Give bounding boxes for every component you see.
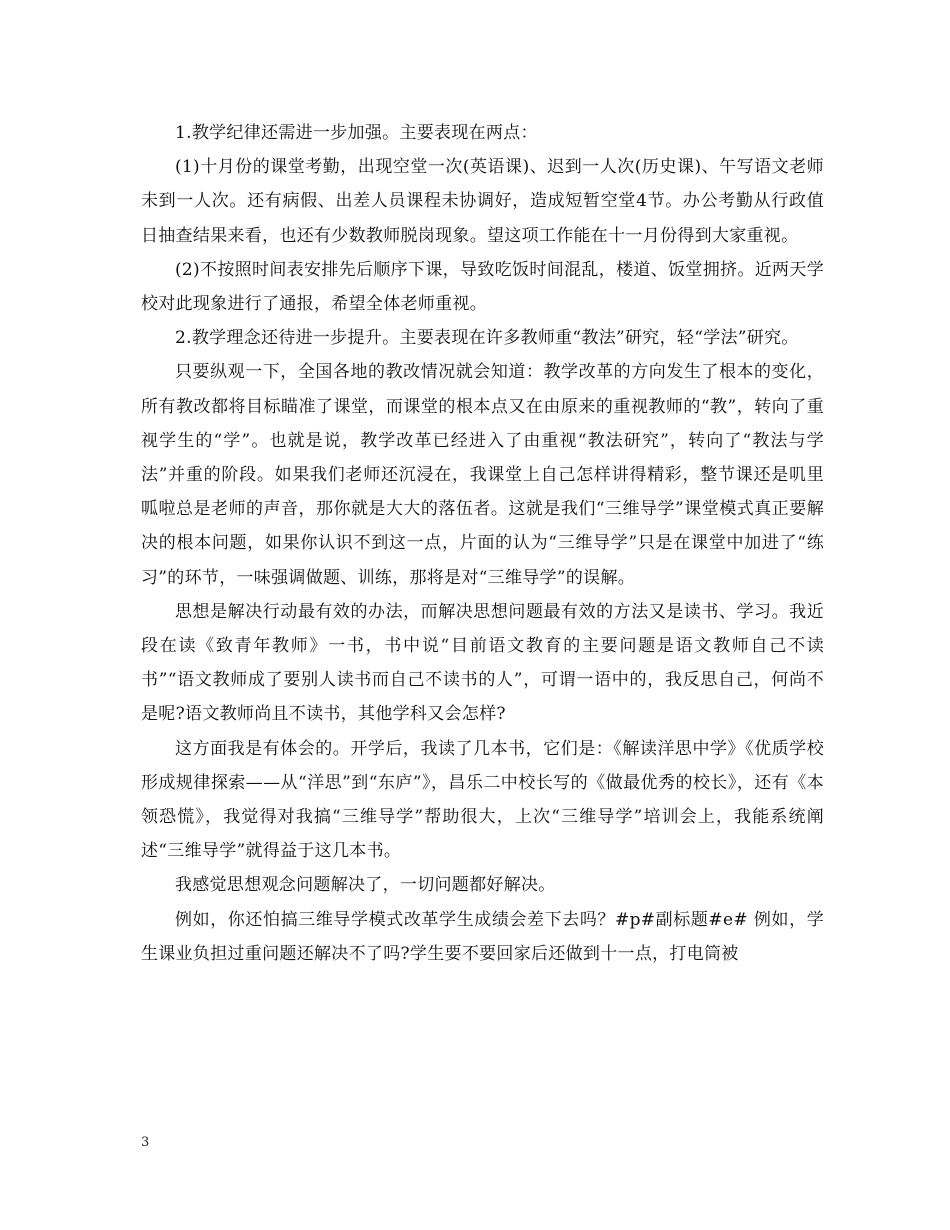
page-number: 3 [141,1135,150,1150]
paragraph-1: 1.教学纪律还需进一步加强。主要表现在两点： [175,123,538,143]
paragraph-6: 思想是解决行动最有效的办法，而解决思想问题最有效的方法又是读书、学习。我近段在读《致青年教师》一书，书中说“目前语文教育的主要问题是语文教师自己不读书”“语文教师成了要别人读书而自己不读书的人”，可谓一语中的，我反思自己，何尚不是呢?语文教师尚且不读书，其他学科又会怎样? [141,601,824,725]
paragraph-9: 例如，你还怕搞三维导学模式改革学生成绩会差下去吗？#p#副标题#e# 例如，学生课业负担过重问题还解决不了吗?学生要不要回家后还做到十一点，打电筒被 [141,909,824,964]
paragraph-4: 2.教学理念还待进一步提升。主要表现在许多教师重“教法”研究，轻“学法”研究。 [175,328,799,349]
paragraph-5: 只要纵观一下，全国各地的教改情况就会知道：教学改革的方向发生了根本的变化，所有教改都将目标瞄准了课堂，而课堂的根本点又在由原来的重视教师的“教”，转向了重视学生的“学”。也就是说，教学改革已经进入了由重视“教法研究”，转向了“教法与学法”并重的阶段。如果我们老师还沉浸在，我课堂上自己怎样讲得精彩，整节课还是叽里呱啦总是老师的声音，那你就是大大的落伍者。这就是我们“三维导学”课堂模式真正要解决的根本问题，如果你认识不到这一点，片面的认为“三维导学”只是在课堂中加进了“练习”的环节，一味强调做题、训练，那将是对“三维导学”的误解。 [141,362,824,588]
paragraph-2: (1)十月份的课堂考勤，出现空堂一次(英语课)、迟到一人次(历史课)、午写语文老师未到一人次。还有病假、出差人员课程未协调好，造成短暂空堂4节。办公考勤从行政值日抽查结果来看，也还有少数教师脱岗现象。望这项工作能在十一月份得到大家重视。 [141,157,824,246]
paragraph-8: 我感觉思想观念问题解决了，一切问题都好解决。 [175,875,556,896]
paragraph-3: (2)不按照时间表安排先后顺序下课，导致吃饭时间混乱，楼道、饭堂拥挤。近两天学校对此现象进行了通报，希望全体老师重视。 [141,259,824,315]
paragraph-7: 这方面我是有体会的。开学后，我读了几本书，它们是：《解读洋思中学》《优质学校形成规律探索——从“洋思”到“东庐”》，昌乐二中校长写的《做最优秀的校长》，还有《本领恐慌》，我觉得对我搞“三维导学”帮助很大，上次“三维导学”培训会上，我能系统阐述“三维导学”就得益于这几本书。 [141,738,824,862]
document-body [141,116,824,971]
